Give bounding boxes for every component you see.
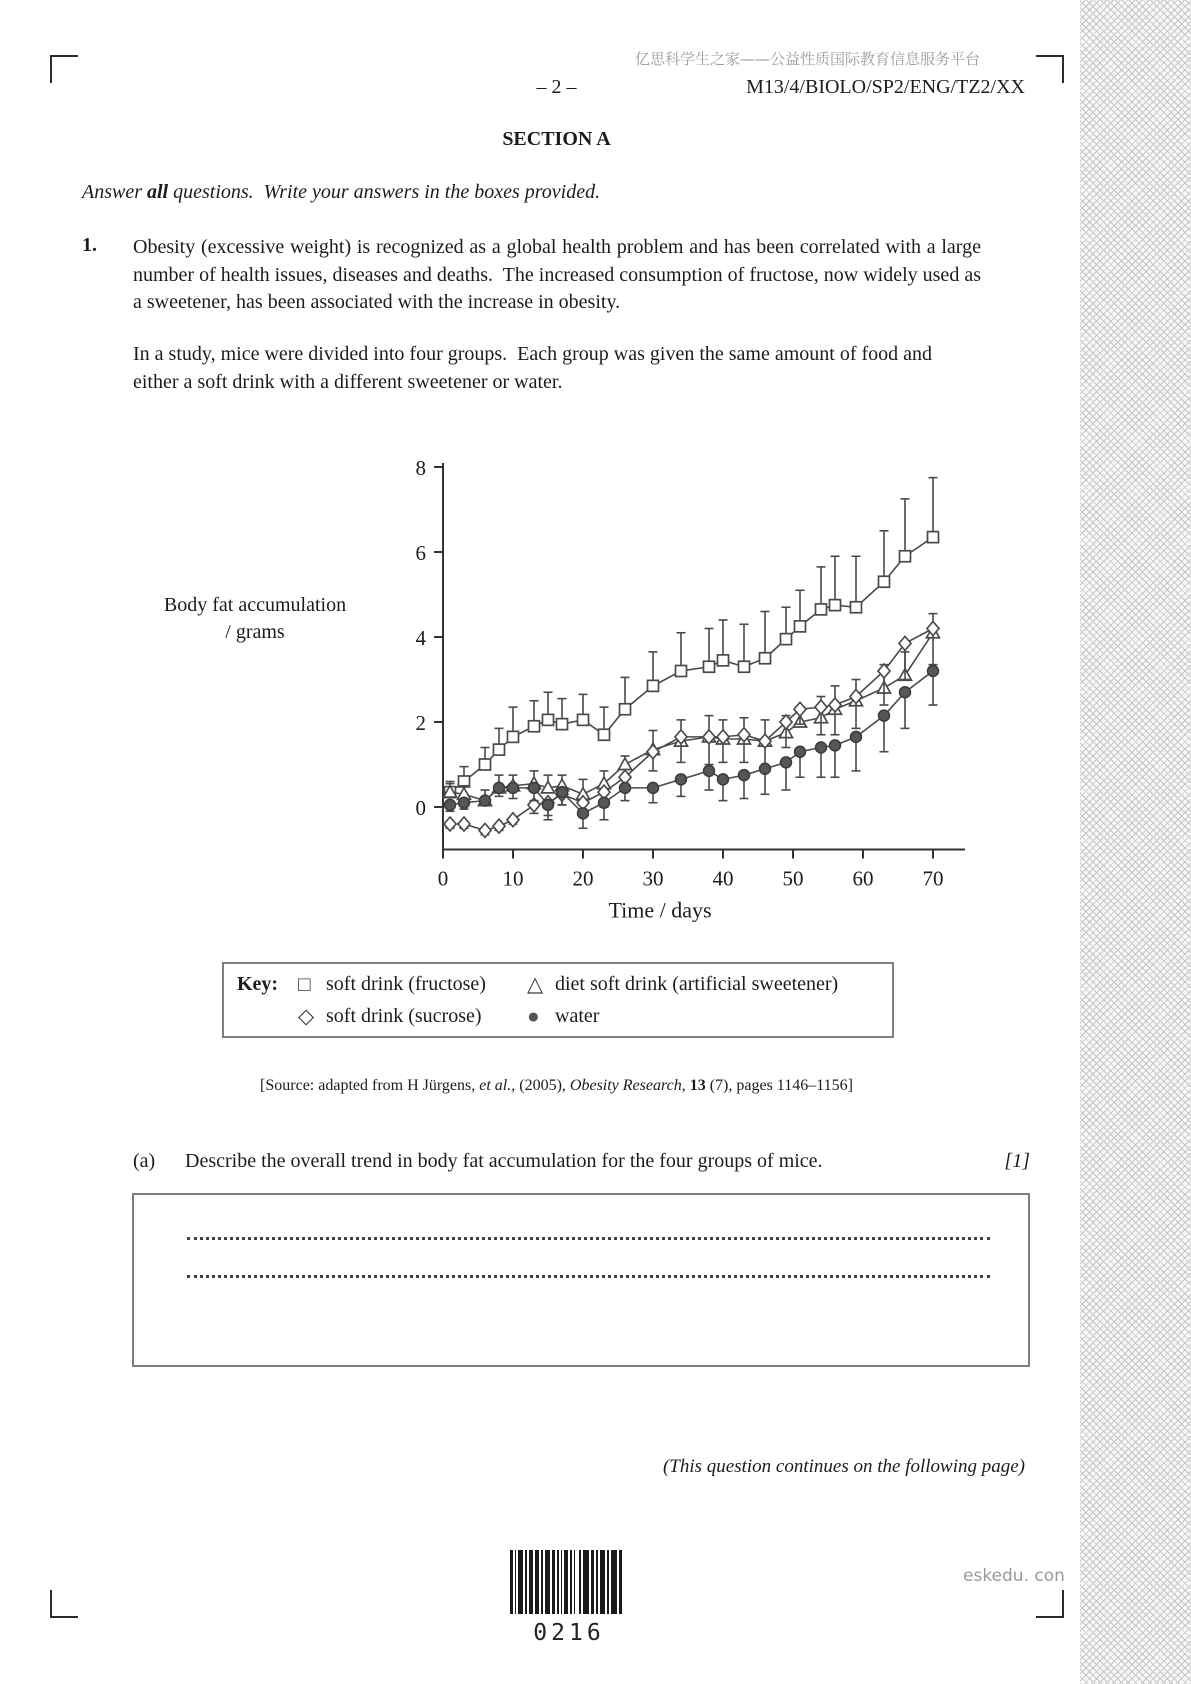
answer-dotted-line (187, 1261, 990, 1278)
hatched-edge-strip (1080, 0, 1191, 1684)
instruction-pre: Answer (82, 181, 147, 203)
part-a-marks: [1] (1004, 1150, 1030, 1172)
barcode (500, 1550, 634, 1646)
source-volume: 13 (689, 1077, 706, 1094)
corner-mark-bottom-left (50, 1590, 78, 1618)
section-title: SECTION A (502, 128, 611, 150)
square-marker-icon: □ (298, 972, 311, 996)
circle-marker-icon: ● (527, 1004, 540, 1028)
svg-text:20: 20 (572, 866, 594, 891)
triangle-marker-icon: △ (527, 972, 544, 996)
y-axis-label-line1: Body fat accumulation (163, 594, 347, 616)
part-a-label: (a) (133, 1150, 156, 1172)
answer-box (132, 1193, 1030, 1367)
source-journal: Obesity Research (569, 1077, 682, 1094)
corner-mark-bottom-right (1036, 1590, 1064, 1618)
key-entry-water: water (555, 1005, 600, 1027)
chinese-watermark: 亿思科学生之家——公益性质国际教育信息服务平台 (634, 50, 980, 68)
answer-dotted-line (187, 1223, 990, 1240)
key-entry-diet: diet soft drink (artificial sweetener) (555, 973, 839, 995)
site-watermark: eskedu. con (963, 1566, 1065, 1586)
svg-text:8: 8 (415, 456, 426, 480)
svg-text:40: 40 (712, 866, 734, 891)
svg-text:2: 2 (415, 711, 426, 735)
part-a-question: Describe the overall trend in body fat accumulation for the four groups of mice. (185, 1150, 823, 1172)
y-axis-label-line2: / grams (225, 621, 285, 643)
barcode-number: 0216 (533, 1620, 605, 1646)
svg-text:50: 50 (782, 866, 804, 891)
question-paragraph-2: In a study, mice were divided into four groups. Each group was given the same amount of food and either a soft drink with a different sweetener or water. (133, 343, 938, 393)
continues-note: (This question continues on the following page) (662, 1456, 1025, 1477)
key-label: Key: (237, 973, 279, 995)
source-part: , (681, 1077, 690, 1094)
svg-text:6: 6 (415, 541, 426, 565)
svg-text:70: 70 (922, 866, 944, 891)
svg-text:0: 0 (415, 796, 426, 820)
svg-text:Time / days: Time / days (608, 897, 712, 923)
svg-text:60: 60 (852, 866, 874, 891)
source-part: (7), pages 1146–1156] (705, 1077, 853, 1094)
source-citation (0, 1077, 1113, 1095)
source-etal: et al. (479, 1077, 512, 1094)
svg-text:30: 30 (642, 866, 664, 891)
source-part: [Source: adapted from H Jürgens, (260, 1077, 480, 1094)
chart-svg (385, 423, 1010, 928)
instruction-line (82, 181, 600, 204)
chart-y-axis-label (135, 592, 375, 646)
svg-text:10: 10 (502, 866, 524, 891)
exam-code: M13/4/BIOLO/SP2/ENG/TZ2/XX (746, 76, 1025, 98)
page-number: – 2 – (536, 76, 577, 98)
barcode-bars (510, 1550, 624, 1614)
diamond-marker-icon: ◇ (298, 1004, 315, 1028)
question-paragraph-1: Obesity (excessive weight) is recognized as a global health problem and has been correlated with a large number of health issues, diseases and deaths. The increased consumption of fructose, now widely used as a sweetener, has been associated with the increase in obesity. (133, 236, 986, 313)
instruction-post: questions. Write your answers in the boxes provided. (168, 181, 601, 203)
source-part: , (2005), (511, 1077, 570, 1094)
key-entry-fructose: soft drink (fructose) (326, 973, 486, 995)
svg-text:4: 4 (415, 626, 426, 650)
svg-text:0: 0 (437, 866, 449, 891)
key-entry-sucrose: soft drink (sucrose) (326, 1005, 482, 1027)
instruction-bold-all: all (147, 181, 169, 203)
chart-key-box (222, 962, 894, 1038)
question-number: 1. (82, 234, 97, 256)
